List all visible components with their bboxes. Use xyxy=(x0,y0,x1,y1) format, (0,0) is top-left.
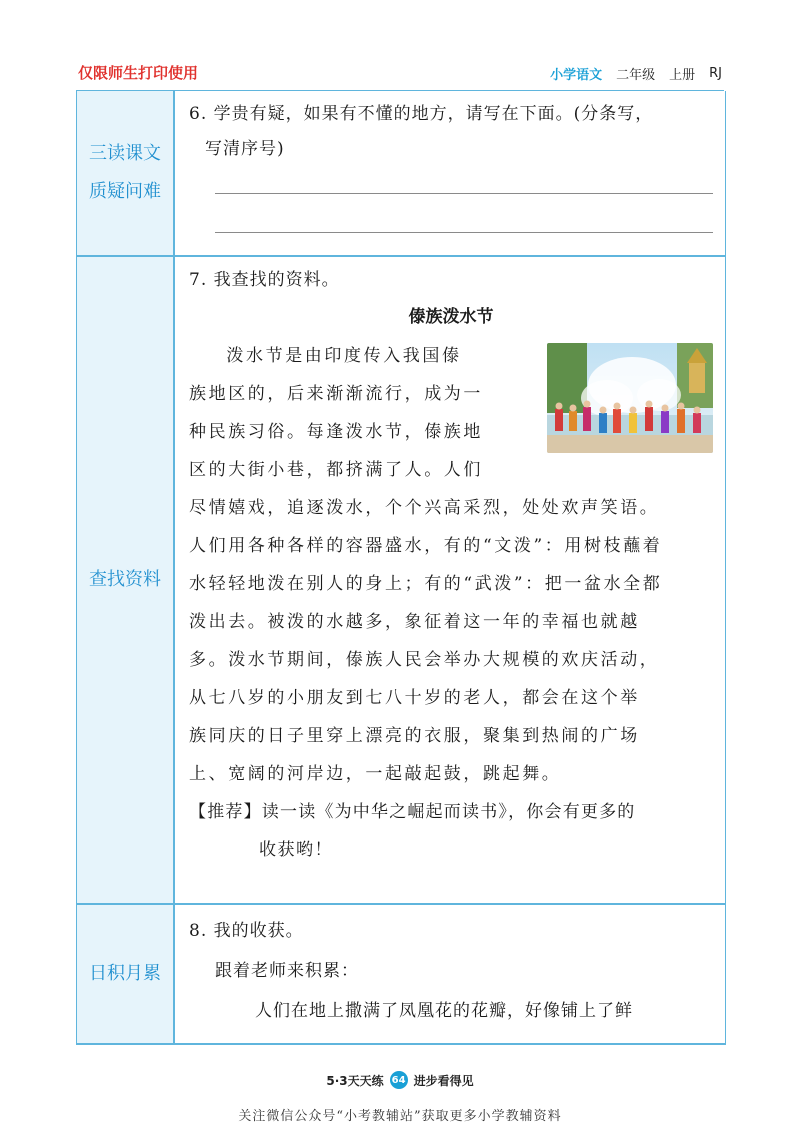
body-line: 多。泼水节期间，傣族人民会举办大规模的欢庆活动， xyxy=(189,650,660,670)
section-accumulation xyxy=(77,905,725,1045)
article-title: 傣族泼水节 xyxy=(408,307,494,327)
worksheet-table xyxy=(76,91,726,1045)
text-line: 泼水节是由印度传入我国傣 xyxy=(226,346,462,366)
body-line: 泼出去。被泼的水越多，象征着这一年的幸福也就越 xyxy=(189,612,640,632)
article-body xyxy=(189,337,713,489)
label-line: 三读课文 xyxy=(89,143,161,164)
question-7: 7. 我查找的资料。 xyxy=(189,270,340,290)
wechat-note: 关注微信公众号“小考教辅站”获取更多小学教辅资料 xyxy=(238,1109,562,1124)
book-info xyxy=(550,64,722,83)
footer-slogan: 进步看得见 xyxy=(413,1073,474,1088)
answer-line[interactable] xyxy=(215,232,713,233)
section-label-research xyxy=(77,257,175,903)
wrap-line: 区的大街小巷，都挤满了人。人们 xyxy=(189,460,483,480)
section-research xyxy=(77,257,725,905)
edition-label: RJ xyxy=(709,66,722,81)
research-content xyxy=(175,257,725,903)
volume-label: 上册 xyxy=(669,68,696,83)
label-line: 日积月累 xyxy=(89,963,161,984)
instruction: 跟着老师来积累： xyxy=(215,961,359,981)
water-festival-photo xyxy=(547,343,713,453)
question-6: 6. 学贵有疑，如果有不懂的地方，请写在下面。(分条写， xyxy=(189,104,654,124)
grade-label: 二年级 xyxy=(616,68,656,83)
body-line: 族同庆的日子里穿上漂亮的衣服，聚集到热闹的广场 xyxy=(189,726,640,746)
body-line: 尽情嬉戏，追逐泼水，个个兴高采烈，处处欢声笑语。 xyxy=(189,498,660,518)
accumulation-sentence: 人们在地上撒满了凤凰花的花瓣，好像铺上了鲜 xyxy=(255,1001,633,1021)
body-line: 水轻轻地泼在别人的身上；有的“武泼”：把一盆水全都 xyxy=(189,574,663,594)
section-label-questions xyxy=(77,91,175,255)
print-notice: 仅限师生打印使用 xyxy=(78,64,199,82)
wrap-line: 族地区的，后来渐渐流行，成为一 xyxy=(189,384,483,404)
footer-brand: 5·3天天练 xyxy=(326,1073,384,1088)
section-questions xyxy=(77,91,725,257)
body-line: 人们用各种各样的容器盛水，有的“文泼”：用树枝蘸着 xyxy=(189,536,663,556)
label-line: 查找资料 xyxy=(89,569,161,590)
section-label-accumulation xyxy=(77,905,175,1043)
page-footer xyxy=(0,1071,800,1089)
recommendation: 【推荐】读一读《为中华之崛起而读书》，你会有更多的 xyxy=(189,802,636,822)
subject-label: 小学语文 xyxy=(550,68,603,83)
accumulation-content xyxy=(175,905,725,1043)
page-number: 64 xyxy=(390,1071,408,1089)
recommendation-cont: 收获哟！ xyxy=(259,840,333,860)
body-line: 从七八岁的小朋友到七八十岁的老人，都会在这个举 xyxy=(189,688,640,708)
questions-content xyxy=(175,91,725,255)
question-6-cont: 写清序号) xyxy=(205,139,285,159)
wrap-line: 种民族习俗。每逢泼水节，傣族地 xyxy=(189,422,483,442)
label-line: 质疑问难 xyxy=(89,181,161,202)
question-8: 8. 我的收获。 xyxy=(189,921,304,941)
body-line: 上、宽阔的河岸边，一起敲起鼓，跳起舞。 xyxy=(189,764,562,784)
